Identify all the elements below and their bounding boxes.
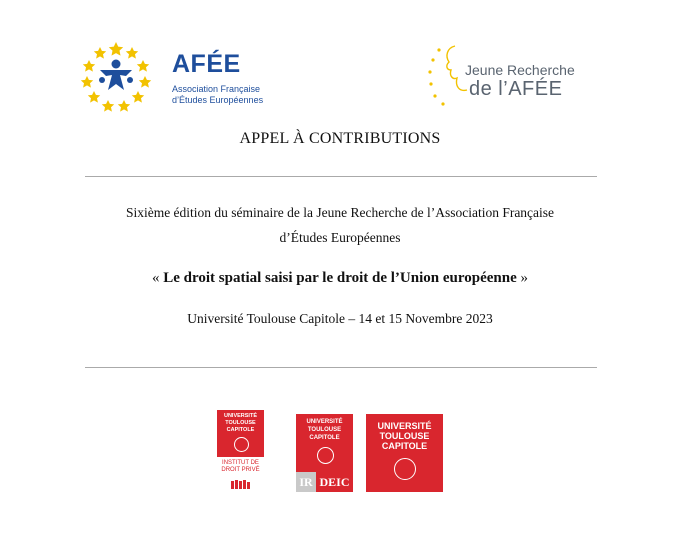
quote-close: » xyxy=(516,270,528,286)
irdeic-logo xyxy=(296,414,353,492)
seal-icon xyxy=(234,437,249,452)
venue-dates: Université Toulouse Capitole – 14 et 15 Novembre 2023 xyxy=(187,311,493,326)
irdeic-deic: DEIC xyxy=(316,472,353,492)
irdeic-text-3: CAPITOLE xyxy=(309,435,340,441)
utc-text-3: CAPITOLE xyxy=(381,441,428,451)
irdeic-text-2: TOULOUSE xyxy=(307,427,342,433)
idp-bottom-2: DROIT PRIVÉ xyxy=(221,467,260,473)
idp-text-3: CAPITOLE xyxy=(226,427,255,433)
idp-text-2: TOULOUSE xyxy=(225,420,256,426)
utc-text-2: TOULOUSE xyxy=(379,431,430,441)
idp-bottom-text xyxy=(217,460,264,474)
divider-bottom xyxy=(85,367,597,368)
irdeic-name-band xyxy=(296,472,353,492)
afee-logo xyxy=(80,40,280,112)
afee-subtitle-line2: d’Études Européennes xyxy=(172,95,264,105)
utc-text-1: UNIVERSITÉ xyxy=(377,421,432,431)
afee-name: AFÉE xyxy=(172,50,241,78)
irdeic-ir: IR xyxy=(296,472,316,492)
edition-line1: Sixième édition du séminaire de la Jeune Recherche de l’Association Française xyxy=(125,205,555,220)
eu-stars-icon xyxy=(80,40,152,112)
idp-bottom-1: INSTITUT DE xyxy=(222,460,259,466)
jr-logo-line2: de l’AFÉE xyxy=(469,78,563,100)
call-title: APPEL À CONTRIBUTIONS xyxy=(239,130,441,147)
edition-line2: d’Études Européennes xyxy=(279,230,401,245)
afee-subtitle-line1: Association Française xyxy=(172,84,261,94)
irdeic-text-1: UNIVERSITÉ xyxy=(306,419,343,425)
seminar-theme xyxy=(0,270,680,287)
jr-logo-line1: Jeune Recherche xyxy=(465,62,575,78)
jeune-recherche-logo xyxy=(425,40,595,112)
seal-icon xyxy=(394,458,416,480)
books-icon xyxy=(231,480,251,489)
universite-toulouse-capitole-logo xyxy=(366,414,443,492)
idp-red-block xyxy=(217,410,264,457)
idp-text-1: UNIVERSITÉ xyxy=(223,413,257,419)
divider-top xyxy=(85,176,597,177)
quote-open: « xyxy=(151,270,164,286)
institut-droit-prive-logo xyxy=(217,410,264,490)
theme-text: Le droit spatial saisi par le droit de l’Union européenne xyxy=(163,270,517,286)
irdeic-red-block xyxy=(296,414,353,472)
seal-icon xyxy=(317,447,334,464)
